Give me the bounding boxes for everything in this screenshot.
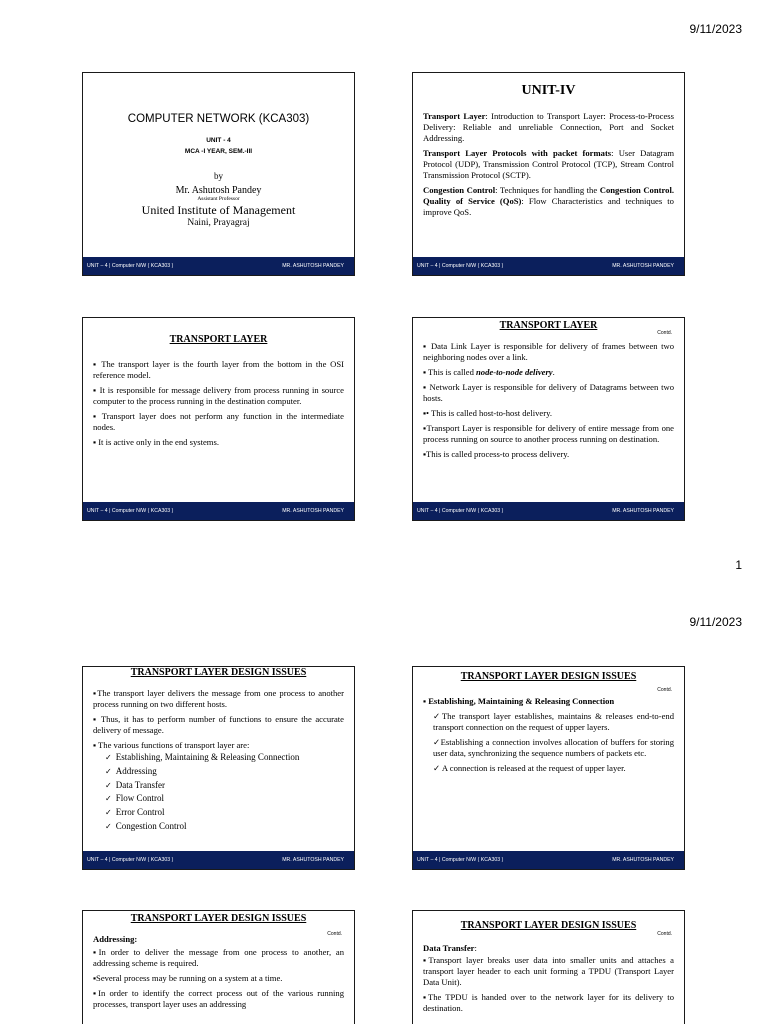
footer-right: MR. ASHUTOSH PANDEY xyxy=(282,857,344,863)
overview-item xyxy=(423,185,674,218)
page-number: 1 xyxy=(735,558,742,572)
footer-right: MR. ASHUTOSH PANDEY xyxy=(612,508,674,514)
slide-title-text: TRANSPORT LAYER DESIGN ISSUES xyxy=(130,667,307,678)
footer-left: UNIT – 4 | Computer N/W ( KCA303 ) xyxy=(417,263,504,269)
slide-unit-overview xyxy=(412,72,685,276)
footer-left: UNIT – 4 | Computer N/W ( KCA303 ) xyxy=(87,857,174,863)
contd-label: Contd. xyxy=(657,687,672,693)
author-name: Mr. Ashutosh Pandey xyxy=(175,185,262,196)
slide-title xyxy=(82,72,355,276)
list-item: ✓ Addressing xyxy=(105,765,344,779)
bullet-point: ▪ It is active only in the end systems. xyxy=(93,437,219,447)
check-point: ✓ A connection is released at the request of upper layer. xyxy=(433,763,626,773)
unit-heading: UNIT-IV xyxy=(521,83,576,98)
unit-label: UNIT - 4 xyxy=(206,137,231,144)
slide-transport-layer-contd xyxy=(412,317,685,521)
overview-item-bold: Transport Layer xyxy=(423,111,486,121)
bullet-point: ▪ Thus, it has to perform number of functions to ensure the accurate delivery of message. xyxy=(93,714,344,735)
bullet-point: ▪In order to deliver the message from one process to another, an addressing scheme is required. xyxy=(93,947,344,968)
bullet-point: ▪ The transport layer is the fourth layer from the bottom in the OSI reference model. xyxy=(93,359,344,380)
overview-item-text: : Introduction to Transport Layer: Process-to-Process Delivery: Reliable and unreliable Connection, Port and Socket Addressing. xyxy=(423,111,674,143)
footer-right: MR. ASHUTOSH PANDEY xyxy=(612,263,674,269)
overview-item-bold: Congestion Control xyxy=(423,185,496,195)
course-title: COMPUTER NETWORK (KCA303) xyxy=(127,113,310,125)
section-heading: Addressing: xyxy=(93,934,138,944)
overview-item xyxy=(423,148,674,181)
bullet-text: . xyxy=(552,367,555,377)
page-date: 9/11/2023 xyxy=(689,22,742,36)
slide-footer xyxy=(413,502,684,520)
slide-design-issues-addressing xyxy=(82,910,355,1024)
footer-right: MR. ASHUTOSH PANDEY xyxy=(612,857,674,863)
overview-item-bold: Transport Layer Protocols with packet formats xyxy=(423,148,612,158)
slide-title-text: TRANSPORT LAYER DESIGN ISSUES xyxy=(460,671,637,682)
contd-label: Contd. xyxy=(657,931,672,937)
bullet-point: ▪In order to identify the correct process out of the various running processes, transport layer uses an addressing xyxy=(93,988,344,1009)
list-item: ✓ Data Transfer xyxy=(105,779,344,793)
bullet-point: ▪Transport Layer is responsible for delivery of entire message from one process running on source to another process running on destination. xyxy=(423,423,674,444)
bullet-point: ▪ It is responsible for message delivery from process running in source computer to the process running in the destination computer. xyxy=(93,385,344,406)
bullet-point: ▪This is called process-to process delivery. xyxy=(423,449,570,459)
slide-design-issues-connection xyxy=(412,666,685,870)
function-list xyxy=(105,751,344,834)
section-heading: ▪ Establishing, Maintaining & Releasing Connection xyxy=(423,696,615,706)
section-heading xyxy=(423,943,674,954)
slide-footer xyxy=(83,502,354,520)
bullet-point: ▪The transport layer delivers the message from one process to another process running on two different hosts. xyxy=(93,688,344,709)
list-item: ✓ Establishing, Maintaining & Releasing Connection xyxy=(105,751,344,765)
bullet-point xyxy=(423,367,674,378)
slide-footer xyxy=(83,257,354,275)
contd-label: Contd. xyxy=(657,330,672,336)
slide-title-text: TRANSPORT LAYER DESIGN ISSUES xyxy=(460,920,637,931)
footer-right: MR. ASHUTOSH PANDEY xyxy=(282,263,344,269)
bullet-point: ▪ Data Link Layer is responsible for delivery of frames between two neighboring nodes over a link. xyxy=(423,341,674,362)
by-label: by xyxy=(214,171,223,181)
list-item: ✓ Congestion Control xyxy=(105,820,344,834)
institute-name: United Institute of Management xyxy=(141,203,296,217)
bullet-point: ▪Transport layer breaks user data into smaller units and attaches a transport layer header to each unit forming a TPDU (Transport Layer Data Unit). xyxy=(423,955,674,987)
overview-item-text: : User Datagram Protocol (UDP), Transmission Control Protocol (TCP), Stream Control Transmission Protocol (SCTP). xyxy=(423,148,674,180)
overview-item-text: : Flow Characteristics and techniques to improve QoS. xyxy=(423,196,674,217)
contd-label: Contd. xyxy=(327,931,342,937)
list-item: ✓ Error Control xyxy=(105,806,344,820)
slide-title-text: TRANSPORT LAYER DESIGN ISSUES xyxy=(130,913,307,924)
slide-transport-layer xyxy=(82,317,355,521)
slide-footer xyxy=(413,257,684,275)
slide-title-text: TRANSPORT LAYER xyxy=(169,334,268,345)
overview-item-bold: Congestion Control. Quality of Service (QoS) xyxy=(423,185,674,206)
footer-left: UNIT – 4 | Computer N/W ( KCA303 ) xyxy=(417,508,504,514)
bullet-emphasis: node-to-node delivery xyxy=(476,367,553,377)
list-item: ✓ Flow Control xyxy=(105,792,344,806)
overview-item-text: : Techniques for handling the xyxy=(495,185,600,195)
bullet-point: ▪Several process may be running on a system at a time. xyxy=(93,973,283,983)
footer-left: UNIT – 4 | Computer N/W ( KCA303 ) xyxy=(87,263,174,269)
section-heading-bold: Data Transfer xyxy=(423,943,475,953)
slide-design-issues xyxy=(82,666,355,870)
institute-place: Naini, Prayagraj xyxy=(187,218,250,228)
footer-left: UNIT – 4 | Computer N/W ( KCA303 ) xyxy=(417,857,504,863)
bullet-point: ▪ The various functions of transport layer are: xyxy=(93,740,250,750)
slide-title-text: TRANSPORT LAYER xyxy=(499,320,598,331)
section-heading-suffix: : xyxy=(474,943,477,953)
check-point: ✓Establishing a connection involves allocation of buffers for storing user data, synchronizing the sequence numbers of packets etc. xyxy=(433,737,674,758)
bullet-point: ▪ Network Layer is responsible for delivery of Datagrams between two hosts. xyxy=(423,382,674,403)
footer-left: UNIT – 4 | Computer N/W ( KCA303 ) xyxy=(87,508,174,514)
overview-item xyxy=(423,111,674,144)
page-date: 9/11/2023 xyxy=(689,615,742,629)
footer-right: MR. ASHUTOSH PANDEY xyxy=(282,508,344,514)
author-role: Assistant Professor xyxy=(197,196,240,202)
slide-footer xyxy=(413,851,684,869)
bullet-text: ▪ This is called xyxy=(423,367,477,377)
bullet-point: ▪The TPDU is handed over to the network layer for its delivery to destination. xyxy=(423,992,674,1013)
slide-footer xyxy=(83,851,354,869)
bullet-point: ▪ Transport layer does not perform any function in the intermediate nodes. xyxy=(93,411,344,432)
class-label: MCA -I YEAR, SEM.-III xyxy=(184,148,253,155)
slide-design-issues-data-transfer xyxy=(412,910,685,1024)
check-point: ✓The transport layer establishes, maintains & releases end-to-end transport connection on the request of upper layers. xyxy=(433,711,674,732)
bullet-point: ▪• This is called host-to-host delivery. xyxy=(423,408,552,418)
